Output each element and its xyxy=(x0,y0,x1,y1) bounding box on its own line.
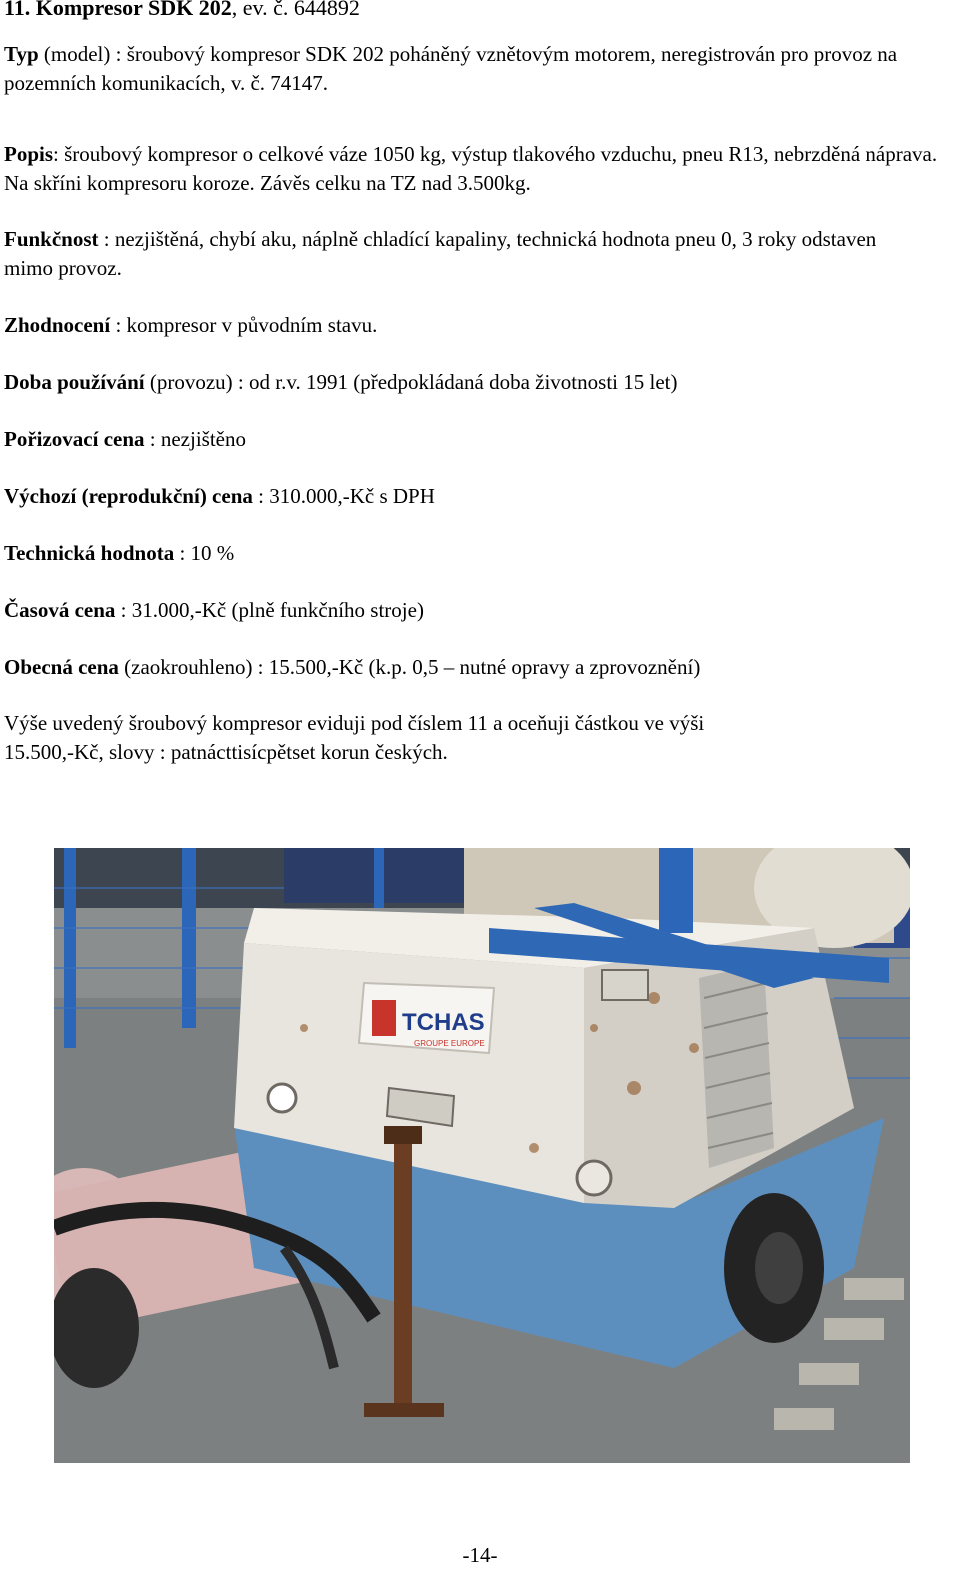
paragraph-reproduction-price xyxy=(4,482,954,511)
value-evaluation: : kompresor v původním stavu. xyxy=(110,313,378,337)
value-general-price: (zaokrouhleno) : 15.500,-Kč (k.p. 0,5 – nutné opravy a zprovoznění) xyxy=(118,655,701,679)
value-usage-period: (provozu) : od r.v. 1991 (předpokládaná doba životnosti 15 let) xyxy=(144,370,678,394)
heading-evidence-number: , ev. č. 644892 xyxy=(231,0,360,20)
heading-title: 11. Kompresor SDK 202 xyxy=(4,0,232,20)
paragraph-description xyxy=(4,140,954,197)
paragraph-type xyxy=(4,40,954,97)
jack-stand-shape xyxy=(394,1138,412,1408)
logo-subtext: GROUPE EUROPE xyxy=(414,1039,485,1048)
label-functionality: Funkčnost xyxy=(4,227,99,251)
value-conclusion: Výše uvedený šroubový kompresor eviduji pod číslem 11 a oceňuji částkou ve výši 15.500,-Kč, slovy : patnácttisícpětset korun českých. xyxy=(4,711,705,764)
label-type: Typ xyxy=(4,42,39,66)
label-acquisition-price: Pořizovací cena xyxy=(4,427,145,451)
logo-text: TCHAS xyxy=(402,1009,485,1036)
label-evaluation: Zhodnocení xyxy=(4,313,111,337)
label-technical-value: Technická hodnota xyxy=(4,541,175,565)
paragraph-time-price xyxy=(4,596,954,625)
compressor-photo xyxy=(54,848,910,1463)
page-number: -14- xyxy=(462,1543,498,1567)
gauge-right-shape xyxy=(577,1161,611,1195)
value-acquisition-price: : nezjištěno xyxy=(144,427,247,451)
label-reproduction-price: Výchozí (reprodukční) cena xyxy=(4,484,253,508)
value-reproduction-price: : 310.000,-Kč s DPH xyxy=(252,484,435,508)
label-general-price: Obecná cena xyxy=(4,655,119,679)
value-functionality: : nezjištěná, chybí aku, náplně chladící kapaliny, technická hodnota pneu 0, 3 roky odstaven mimo provoz. xyxy=(4,227,877,280)
paragraph-general-price xyxy=(4,653,954,682)
gauge-left-shape xyxy=(268,1084,296,1112)
nameplate-shape xyxy=(602,970,648,1000)
section-heading xyxy=(4,0,360,22)
label-description: Popis xyxy=(4,142,54,166)
paragraph-usage-period xyxy=(4,368,954,397)
label-usage-period: Doba používání xyxy=(4,370,145,394)
paragraph-technical-value xyxy=(4,539,954,568)
paragraph-acquisition-price xyxy=(4,425,954,454)
value-technical-value: : 10 % xyxy=(174,541,235,565)
paragraph-functionality xyxy=(4,225,884,282)
label-time-price: Časová cena xyxy=(4,598,116,622)
value-description: : šroubový kompresor o celkové váze 1050 kg, výstup tlakového vzduchu, pneu R13, nebrzděná náprava. Na skříni kompresoru koroze. Závěs celku na TZ nad 3.500kg. xyxy=(4,142,938,195)
compressor-illustration xyxy=(54,848,910,1463)
paragraph-conclusion xyxy=(4,709,774,766)
vent-grille-shape xyxy=(699,963,774,1168)
paragraph-evaluation xyxy=(4,311,954,340)
value-time-price: : 31.000,-Kč (plně funkčního stroje) xyxy=(115,598,424,622)
value-type: (model) : šroubový kompresor SDK 202 poháněný vznětovým motorem, neregistrován pro provoz na pozemních komunikacích, v. č. 74147. xyxy=(4,42,898,95)
